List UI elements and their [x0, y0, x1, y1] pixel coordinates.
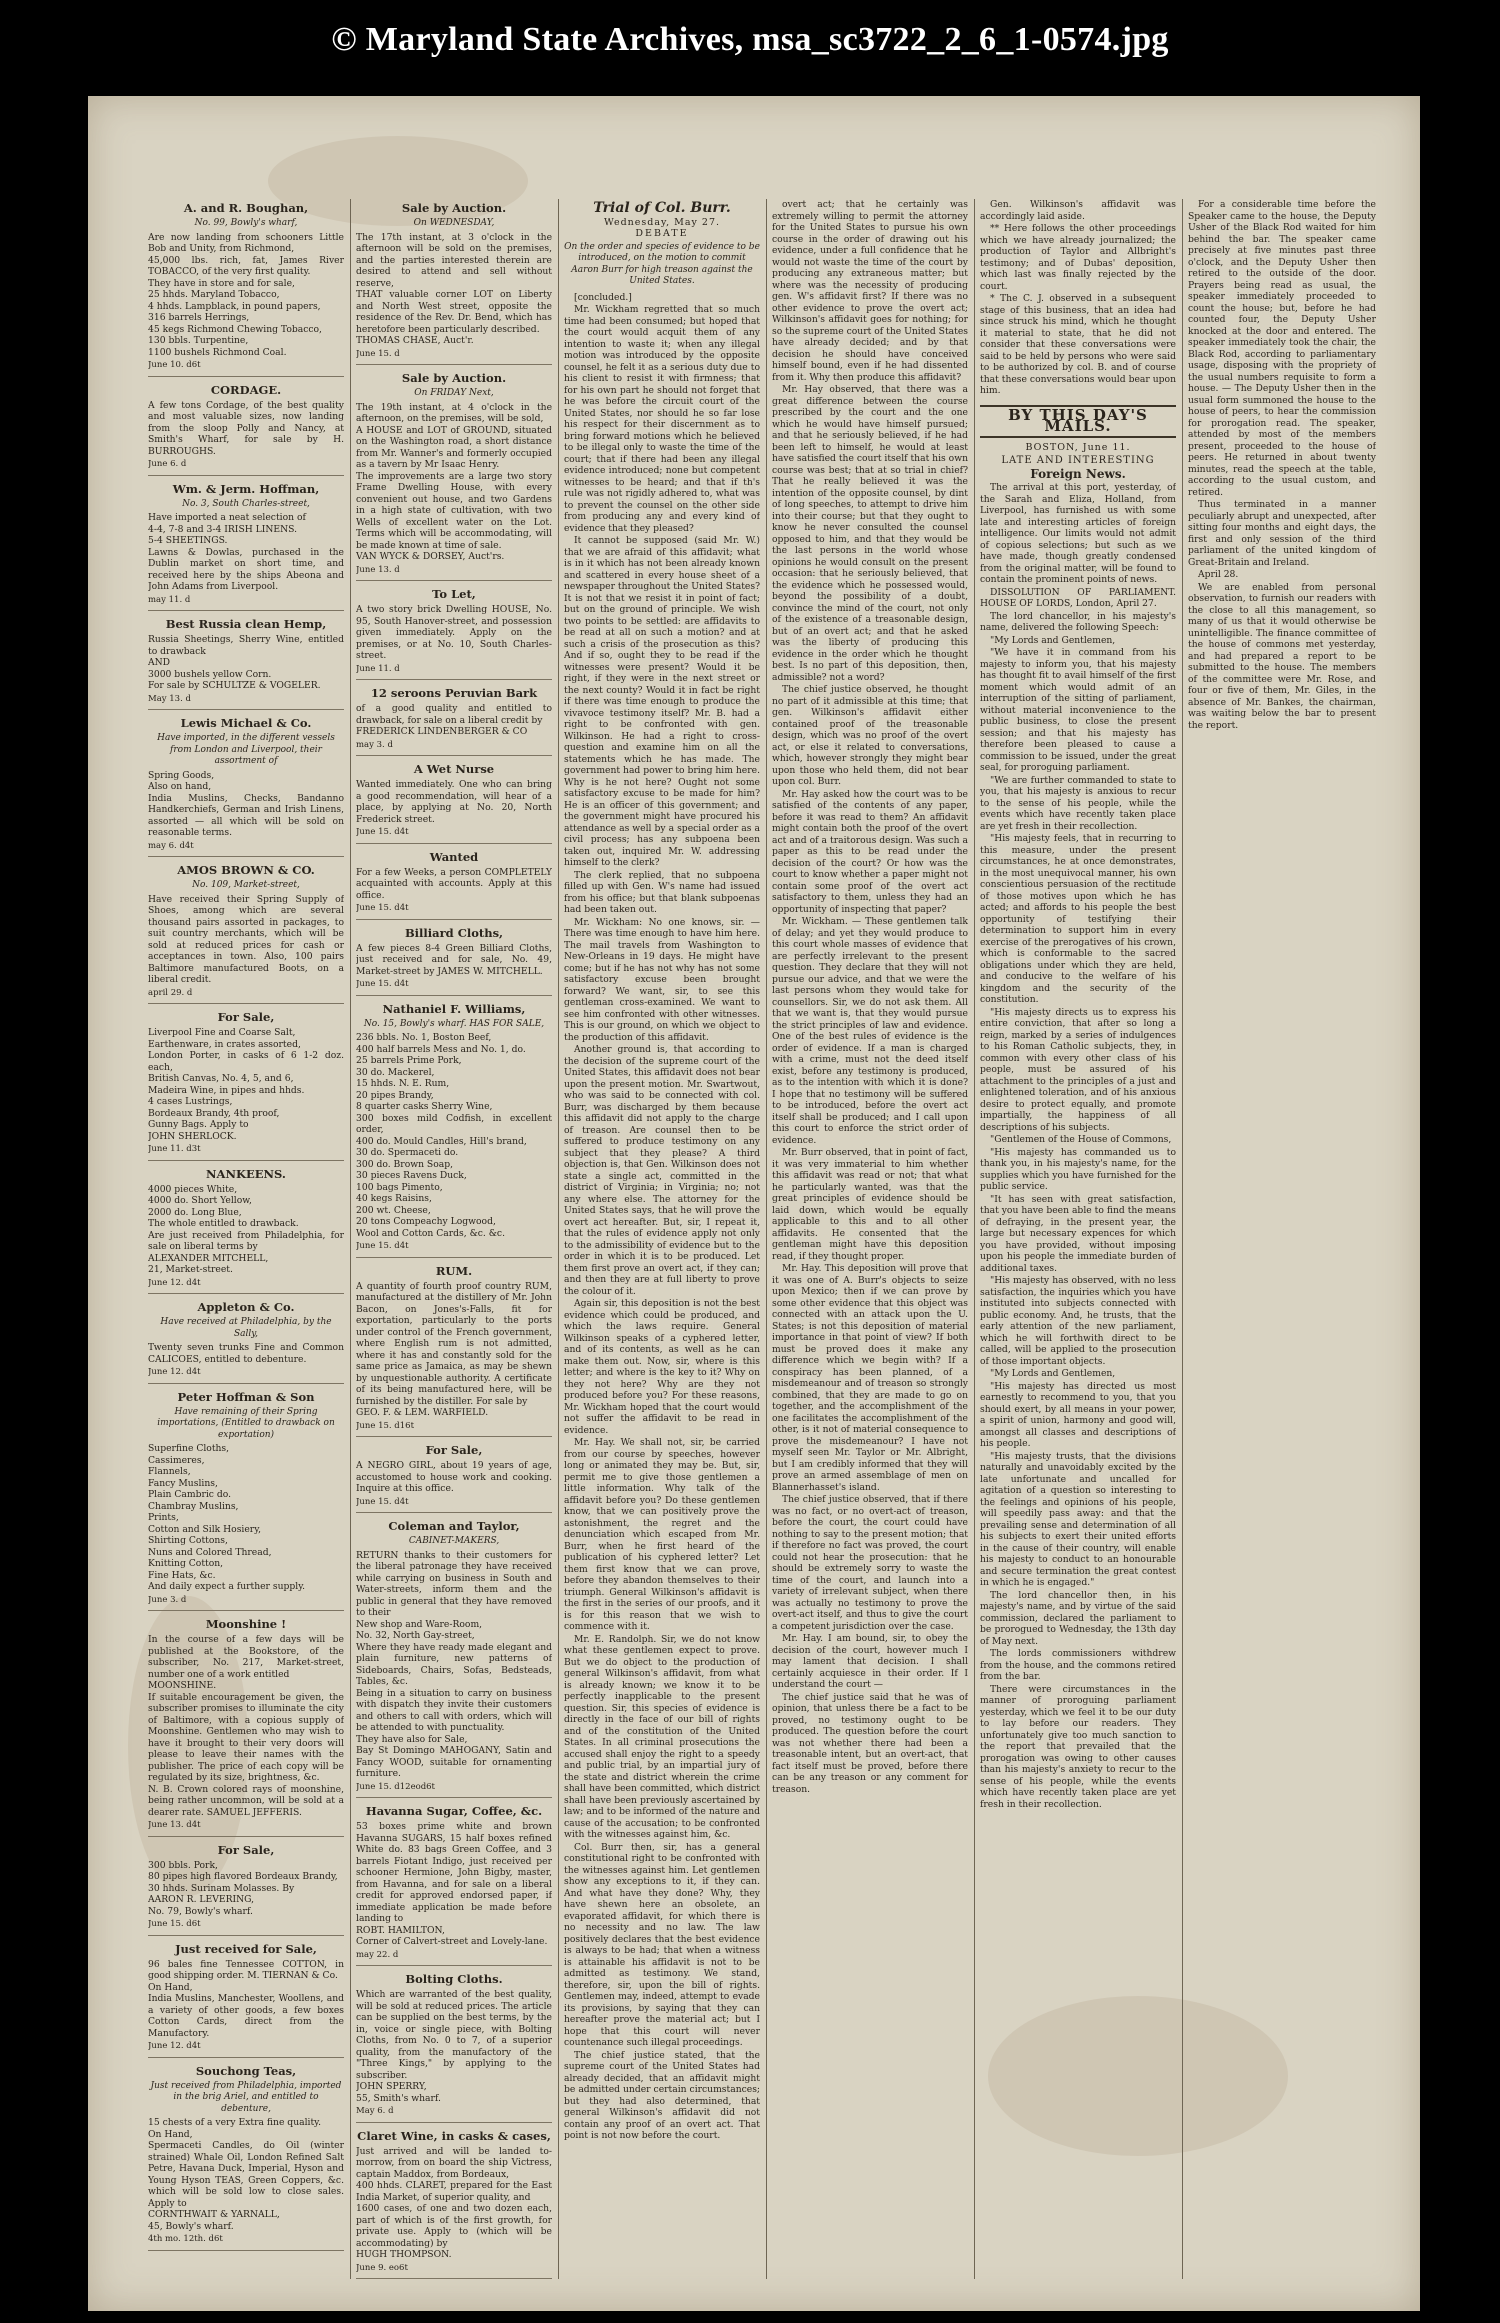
ad-body: A few tons Cordage, of the best quality and most valuable sizes, now landing from the sloop Polly and Nancy, at Smith's Wharf, for sale by H. BURROUGHS. [148, 399, 344, 457]
ad-body: Liverpool Fine and Coarse Salt, Earthenware, in crates assorted, London Porter, in casks of 6 1-2 doz. each, British Canvas, No. 4, 5, and 6, Madeira Wine, in pipes and hhds. 4 cases Lustrings, Bordeaux Brandy, 4th proof, Gunny Bags. Apply to JOHN SHERLOCK. [148, 1027, 344, 1142]
article-description: On the order and species of evidence to be introduced, on the motion to commit Aaron Burr for high treason against the United States. [564, 241, 760, 286]
advertisement [148, 1942, 344, 2058]
paragraph: The lords commissioners withdrew from the house, and the commons retired from the bar. [980, 1648, 1176, 1682]
paragraph: overt act; that he certainly was extremely willing to permit the attorney for the United States to pursue his own course in the order of drawing out his evidence, under a full confidence that he would not waste the time of the court by producing any extraneous matter; but where was the necessity of producing gen. W's affidavit first? If there was no other evidence to prove the overt act; Wilkinson's affidavit goes for nothing; for so the supreme court of the United States have already decided; and by that decision he should have conceived himself bound, even if he had dissented from it. Why then produce this affidavit? [772, 199, 968, 383]
news-headline: Foreign News. [1030, 466, 1126, 481]
paragraph: The lord chancellor then, in his majesty's name, and by virtue of the said commission, declared the parliament to be prorogued to Wednesday, the 13th day of May next. [980, 1589, 1176, 1647]
paragraph: Thus terminated in a manner peculiarly abrupt and unexpected, after sitting four months and eight days, the first and only session of the third parliament of the united kingdom of Great-Britain and Ireland. [1188, 499, 1376, 568]
ad-body: In the course of a few days will be published at the Bookstore, of the subscriber, No. 217, Market-street, number one of a work entitled MOONSHINE. If suitable encouragement be given, the subscriber promises to illuminate the city of Baltimore, with a copious supply of Moonshine. Gentlemen who may wish to have it brought to their very doors will please to leave their names with the publisher. The price of each copy will be regulated by its size, brightness, &c. N. B. Crown colored rays of moonshine, being rather uncommon, will be sold at a dearer rate. SAMUEL JEFFERIS. [148, 1634, 344, 1818]
ad-heading: A. and R. Boughan, [183, 201, 309, 215]
ad-body: The 17th instant, at 3 o'clock in the afternoon will be sold on the premises, and the parties interested therein are desired to attend and sell without reserve, THAT valuable corner LOT on Liberty and North West street, opposite the residence of the Rev. Dr. Bend, which has heretofore been particularly described. THOMAS CHASE, Auct'r. [356, 231, 552, 346]
ad-date: may 11. d [148, 594, 191, 605]
ad-heading: Lewis Michael & Co. [180, 716, 312, 730]
news-body [980, 482, 1176, 1810]
ad-body: Spring Goods, Also on hand, India Muslins, Checks, Bandanno Handkerchiefs, German and Irish Linens, assorted — all which will be sold on reasonable terms. [148, 769, 344, 838]
ad-date: June 15. d [356, 348, 400, 359]
advertisement [356, 1972, 552, 2123]
ad-heading: Claret Wine, in casks & cases, [357, 2128, 551, 2143]
footnotes [980, 199, 1176, 397]
advertisement [148, 201, 344, 377]
ad-body: Are now landing from schooners Little Bob and Unity, from Richmond, 45,000 lbs. rich, fat, James River TOBACCO, of the very first quality. They have in store and for sale, 25 hhds. Maryland Tobacco, 4 hhds. Lampblack, in pound papers, 316 barrels Herrings, 45 kegs Richmond Chewing Tobacco, 130 bbls. Turpentine, 1100 bushels Richmond Coal. [148, 231, 344, 358]
column-news-continued [1188, 199, 1376, 2279]
advertisement [148, 1300, 344, 1384]
ad-date: May 6. d [356, 2106, 394, 2116]
ad-date: June 9. eo6t [356, 2262, 408, 2273]
advertisement [148, 1617, 344, 1837]
paragraph: For a considerable time before the Speaker came to the house, the Deputy Usher of the Black Rod waited for him behind the bar. The speaker came precisely at five minutes past three o'clock, and the Deputy Usher then retired to the outside of the door. Prayers being read as usual, the speaker immediately proceeded to count the house; but, before he had counted four, the Deputy Usher knocked at the door and entered. The speaker immediately took the chair, the Black Rod, according to parliamentary usage, disposing with the propriety of the usual numbers requisite to form a house. — The Deputy Usher then in the usual form summoned the house to the house of peers, to hear the commission for prorogation read. The speaker, attended by most of the members present, proceeded to the house of peers. He returned in about twenty minutes, read the speech at the table, according to the usual custom, and retired. [1188, 199, 1376, 498]
ad-heading: For Sale, [425, 1443, 483, 1457]
ad-heading: Bolting Cloths. [405, 1972, 503, 1986]
advertisement [356, 1002, 552, 1258]
paragraph: The chief justice observed, he thought no part of it admissible at this time; that gen. Wilkinson's affidavit either contained proof of the treasonable design, which was no proof of the overt act, or else it related to conversations, which, however strongly they might bear upon those who held them, did not bear upon col. Burr. [772, 684, 968, 787]
ad-date: april 29. d [148, 987, 193, 998]
column-rule [974, 199, 975, 2279]
ad-body: 236 bbls. No. 1, Boston Beef, 400 half barrels Mess and No. 1, do. 25 barrels Prime Pork, 30 do. Mackerel, 15 hhds. N. E. Rum, 20 pipes Brandy, 8 quarter casks Sherry Wine, 300 boxes mild Codfish, in excellent order, 400 do. Mould Candles, Hill's brand, 30 do. Spermaceti do. 300 do. Brown Soap, 30 pieces Ravens Duck, 100 bags Pimento, 40 kegs Raisins, 200 wt. Cheese, 20 tons Compeachy Logwood, Wool and Cotton Cards, &c. &c. [356, 1032, 552, 1239]
section-masthead: BY THIS DAY'S MAILS. [980, 405, 1176, 438]
paragraph: "His majesty has observed, with no less satisfaction, the inquiries which you have instituted into subjects connected with public economy. And, he trusts, that the early attention of the new parliament, which he will forthwith direct to be called, will be applied to the prosecution of those important objects. [980, 1275, 1176, 1367]
dateline: BOSTON, June 11. [1025, 441, 1131, 453]
paragraph: There were circumstances in the manner of proroguing parliament yesterday, which we feel it to be our duty to lay before our readers. They unfortunately give too much sanction to the report that prevailed that the prorogation was owing to other causes than his majesty's anxiety to recur to the sense of his people, while the events which have recently taken place are yet fresh in their recollection. [980, 1683, 1176, 1810]
ad-heading: 12 seroons Peruvian Bark [370, 686, 538, 700]
ad-body: For a few Weeks, a person COMPLETELY acquainted with accounts. Apply at this office. [356, 866, 552, 901]
paragraph: "His majesty has commanded us to thank you, in his majesty's name, for the supplies which you have furnished for the public service. [980, 1146, 1176, 1192]
advertisement [148, 1167, 344, 1295]
ad-heading: CORDAGE. [210, 382, 282, 397]
ad-heading: Souchong Teas, [195, 2063, 297, 2078]
column-rule [766, 199, 767, 2279]
advertisement [148, 1843, 344, 1936]
advertisement [356, 926, 552, 996]
paragraph: * The C. J. observed in a subsequent stage of this business, that an idea had since struck his mind, which he thought it material to state, that he did not consider that these conversations were said to be held by persons who were said to be authorized by col. B. and of course that these conversations would bear upon him. [980, 293, 1176, 396]
ad-body: Just arrived and will be landed to-morrow, from on board the ship Victress, captain Maddox, from Bordeaux, 400 hhds. CLARET, prepared for the East India Market, of superior quality, and 1600 cases, of one and two dozen each, part of which is of the first growth, for private use. Apply to (which will be accommodating) by HUGH THOMPSON. [356, 2145, 552, 2260]
ad-heading: AMOS BROWN & CO. [177, 863, 315, 877]
column-trial-of-burr [564, 199, 760, 2279]
ad-date: June 12. d4t [148, 1277, 201, 1288]
paragraph: The lord chancellor, in his majesty's name, delivered the following Speech: [980, 610, 1176, 633]
ad-date: June 15. d4t [356, 979, 409, 989]
ad-body: A NEGRO GIRL, about 19 years of age, accustomed to house work and cooking. Inquire at this office. [356, 1460, 552, 1494]
ad-subheading: Have remaining of their Spring importations, (Entitled to drawback on exportation) [157, 1406, 335, 1440]
column-rule [350, 199, 351, 2279]
ad-body: 53 boxes prime white and brown Havanna SUGARS, 15 half boxes refined White do. 83 bags Green Coffee, and 3 barrels Fiotant Indigo, just received per schooner Hermione, John Bigby, master, from Havanna, and for sale on a liberal credit for approved endorsed paper, if immediate application be made before landing to ROBT. HAMILTON, Corner of Calvert-street and Lovely-lane. [356, 1821, 552, 1947]
column-mails-and-news [980, 199, 1176, 2279]
ad-subheading: No. 99, Bowly's wharf, [194, 218, 298, 228]
paragraph: Mr. Wickham regretted that so much time had been consumed; but hoped that the court would acquit them of any intention to waste it; when any illegal motion was introduced by the opposite counsel, he felt it as a serious duty due to his client to resist it with firmness; that for his own part he should not forget that he was before the circuit court of the United States, nor should he so far lose his respect for their discernment as to bring forward motions which he believed to be illegal only to waste the time of the court; that if there had been any illegal evidence introduced; none but competent witnesses to be heard; and that if th's rule was not rigidly adhered to, what was to prevent the counsel on the other side from producing any and every kind of evidence that they pleased? [564, 304, 760, 534]
ad-subheading: Just received from Philadelphia, imported in the brig Ariel, and entitled to debenture, [150, 2080, 342, 2114]
advertisement [148, 1390, 344, 1612]
advertisement [148, 383, 344, 476]
ad-date: June 10. d6t [148, 360, 201, 370]
paragraph: Another ground is, that according to the decision of the supreme court of the United States, this affidavit does not bear upon the present motion. Mr. Swartwout, who was said to be connected with col. Burr, was discharged by them because this affidavit did not apply to the charge of treason. Are counsel then to be suffered to produce testimony on any subject that they please? A third objection is, that Gen. Wilkinson does not state a single act, committed in the district of Virginia; in Virginia; no; not any where else. The attorney for the United States says, that he will prove the overt act hereafter. But, sir, I repeat it, that the rules of evidence apply not only to the admissibility of evidence but to the order in which it is to be produced. Let them first prove an overt act, if they can; and then they are at full liberty to prove the colour of it. [564, 1044, 760, 1297]
ad-date: June 11. d3t [148, 1144, 201, 1154]
column-advertisements-1 [148, 199, 344, 2279]
paragraph: April 28. [1198, 569, 1239, 580]
paragraph: Mr. Hay. We shall not, sir, be carried from our course by speeches, however long or animated they may be. But, sir, permit me to give those gentlemen a little information. Why talk of the affidavit before you? Do these gentlemen know, that we can positively prove the astonishment, the regret and the denunciation which escaped from Mr. Burr, when he first heard of the publication of his cyphered letter? Let them first know that we can prove, before they abandon themselves to their triumph. General Wilkinson's affidavit is the first in the series of our proofs, and it is for this reason that we wish to commence with it. [564, 1437, 760, 1632]
paragraph: "His majesty directs us to express his entire conviction, that after so long a reign, marked by a series of indulgences to his Roman Catholic subjects, they, in common with every other class of his people, must be assured of his attachment to the principles of a just and enlightened toleration, and of his anxious desire to protect equally, and promote impartially, the happiness of all descriptions of his subjects. [980, 1006, 1176, 1133]
ad-subheading: On FRIDAY Next, [414, 388, 494, 398]
ad-body: 96 bales fine Tennessee COTTON, in good shipping order. M. TIERNAN & Co. On Hand, India Muslins, Manchester, Woollens, and a variety of other goods, a few boxes Cotton Cards, direct from the Manufactory. [148, 1958, 344, 2039]
ad-body: Have received their Spring Supply of Shoes, among which are several thousand pairs assorted in packages, to suit country merchants, which will be sold at reduced prices for cash or acceptances in town. Also, 100 pairs Baltimore manufactured Boots, on a liberal credit. [148, 893, 344, 985]
advertisement [356, 587, 552, 680]
ad-body: of a good quality and entitled to drawback, for sale on a liberal credit by FREDERICK LINDENBERGER & CO [356, 703, 552, 737]
ad-heading: NANKEENS. [206, 1166, 286, 1181]
paragraph: "His majesty trusts, that the divisions naturally and unavoidably excited by the late unfortunate and uncalled for agitation of a question so interesting to the feelings and opinions of his people, will speedily pass away: and that the prevailing sense and determination of all his subjects to exert their united efforts in the cause of their country, will enable his majesty to conduct to an honourable and secure termination the great contest in which he is engaged." [980, 1450, 1176, 1588]
paragraph: Gen. Wilkinson's affidavit was accordingly laid aside. [980, 199, 1176, 222]
ad-date: June 15. d16t [356, 1420, 414, 1431]
paragraph: We are enabled from personal observation, to furnish our readers with the close to all this management, so many of us that it would otherwise be unintelligible. The finance committee of the house of commons met yesterday, and had prepared a report to be submitted to the house. The members of the committee were Mr. Rose, and four or five of them, Mr. Giles, in the absence of Mr. Bankes, the chairman, was waiting below the bar to present the report. [1188, 581, 1376, 731]
advertisement [148, 1010, 344, 1161]
ad-heading: Wm. & Jerm. Hoffman, [172, 481, 320, 496]
column-rule [1182, 199, 1183, 2279]
ad-date: June 15. d4t [356, 1241, 409, 1251]
ad-body: Twenty seven trunks Fine and Common CALICOES, entitled to debenture. [148, 1342, 344, 1365]
ad-body: A quantity of fourth proof country RUM, manufactured at the distillery of Mr. John Bacon, on Jones's-Falls, fit for exportation, particularly to the ports under control of the French government, where English rum is not admitted, where it has and constantly sold for the same price as Jamaica, as may be shewn by unquestionable authority. A certificate of its being manufactured here, will be furnished by the distiller. For sale by GEO. F. & LEM. WARFIELD. [356, 1280, 552, 1418]
paragraph: Mr. Burr observed, that in point of fact, it was very immaterial to him whether this affidavit was read or not; that what he particularly wanted, was that the great principles of evidence should be laid down, which would be equally applicable to this and to all other affidavits. He consented that the gentleman might have this deposition read, if they thought proper. [772, 1147, 968, 1262]
paragraph: "My Lords and Gentlemen, [990, 634, 1116, 646]
advertisement [356, 2129, 552, 2280]
advertisement [356, 1443, 552, 1513]
ad-heading: Coleman and Taylor, [388, 1519, 520, 1533]
paragraph: "We have it in command from his majesty to inform you, that his majesty has thought fit to avail himself of the first moment which would admit of an interruption of the sitting of parliament, without material inconvenience to the public business, to close the present session; and that his majesty has therefore been pleased to cause a commission to be issued, under the great seal, for proroguing parliament. [980, 647, 1176, 773]
ad-date: June 12. d4t [148, 1367, 201, 1377]
ad-date: 4th mo. 12th. d6t [148, 2234, 223, 2244]
ad-date: June 15. d4t [356, 903, 409, 913]
ad-date: June 11. d [356, 663, 400, 674]
paragraph: DISSOLUTION OF PARLIAMENT. HOUSE OF LORDS, London, April 27. [980, 586, 1176, 609]
paragraph: It cannot be supposed (said Mr. W.) that we are afraid of this affidavit; what is in it which has not been already known and scattered in every house sheet of a newspaper throughout the United States? It is not that we resist it in point of fact; but on the ground of principle. We wish two points to be settled: are affidavits to be read at all on such a motion? and at such a crisis of the prosecution as this? And if so, ought they to be read if the witnesses were present? Would it be right, if they were in the next street or the next county? Would it in fact be right if there was time enough to produce the vivavoce testimony itself? Mr. B. had a right to be confronted with gen. Wilkinson. He had a right to cross-question and examine him on all the statements which he has made. The government had power to bring him here. Why is he not here? Ought not some satisfactory excuse to be made for him? He is an officer of this government; and the government might have procured his attendance as well by a special order as a civil process; has any subpoena been taken out, inquired Mr. W. addressing himself to the clerk? [564, 535, 760, 868]
ad-date: may 3. d [356, 739, 393, 750]
advertisement [356, 371, 552, 581]
article-body [564, 292, 760, 2142]
ad-subheading: No. 109, Market-street, [192, 880, 300, 890]
ad-date: June 13. d [356, 564, 400, 575]
ad-body: The 19th instant, at 4 o'clock in the afternoon, on the premises, will be sold, A HOUSE and LOT of GROUND, situated on the Washington road, a short distance from Mr. Wanner's and formerly occupied as a tavern by Mr Isaac Henry. The improvements are a large two story Frame Dwelling House, with every convenient out house, and two Gardens in a high state of cultivation, with two Wells of excellent water on the Lot. Terms which will be accommodating, will be made known at time of sale. VAN WYCK & DORSEY, Auct'rs. [356, 401, 552, 562]
ad-body: A two story brick Dwelling HOUSE, No. 95, South Hanover-street, and possession given immediately. Apply on the premises, or at No. 10, South Charles-street. [356, 604, 552, 661]
ad-date: June 13. d4t [148, 1820, 201, 1830]
ad-heading: To Let, [432, 587, 476, 601]
paragraph: [concluded.] [574, 291, 632, 303]
paragraph: The chief justice observed, that if there was no fact, or no overt-act of treason, before the court, the court could have nothing to say to the present motion; that if therefore no fact was proved, the court could not hear the prosecution: that he should be extremely sorry to waste the time of the court, and launch into a variety of irrelevant subject, when there was actually no testimony to prove the overt-act itself, and thus to give the court a competent jurisdiction over the case. [772, 1494, 968, 1632]
ad-subheading: Have received at Philadelphia, by the Sally, [160, 1317, 332, 1339]
ad-body: 15 chests of a very Extra fine quality. On Hand, Spermaceti Candles, do Oil (winter strained) Whale Oil, London Refined Salt Petre, Havana Duck, Imperial, Hyson and Young Hyson TEAS, Green Coppers, &c. which will be sold low to close sales. Apply to CORNTHWAIT & YARNALL, 45, Bowly's wharf. [148, 2117, 344, 2232]
paragraph: Mr. Wickham. — These gentlemen talk of delay; and yet they would produce to this court whole masses of evidence that are perfectly irrelevant to the present question. They declare that they will not pursue our advice, and that we were the last persons whom they would take for counsellors. Sir, we do not ask them. All that we want is, that they would pursue the strict principles of law and evidence. One of the best rules of evidence is the order of evidence. If a man is charged with a crime, must not the deed itself exist, before any testimony is produced, as to the intention with which it is done? I hope that no testimony will be suffered to be introduced, before the overt act itself shall be produced; and I call upon this court to enforce the strict order of evidence. [772, 916, 968, 1146]
advertisement [356, 850, 552, 920]
paragraph: "His majesty has directed us most earnestly to recommend to you, that you should exert, by all means in your power, a spirit of union, harmony and good will, amongst all classes and descriptions of his people. [980, 1380, 1176, 1449]
paragraph: Mr. Hay. I am bound, sir, to obey the decision of the court, however much I may lament that decision. I shall certainly acquiesce in their order. If I understand the court — [772, 1633, 968, 1690]
news-headline-kicker: LATE AND INTERESTING [1001, 455, 1155, 466]
paragraph: The clerk replied, that no subpoena filled up with Gen. W's name had issued from his office; but that blank subpoenas had been taken out. [564, 869, 760, 915]
ad-date: may 22. d [356, 1949, 399, 1960]
paragraph: The chief justice stated, that the supreme court of the United States had already decided, that an affidavit might be admitted under certain circumstances; but they had also determined, that general Wilkinson's affidavit did not contain any proof of an overt act. That point is not now before the court. [564, 2049, 760, 2141]
ad-date: June 15. d4t [356, 827, 409, 837]
advertisement [356, 1804, 552, 1966]
advertisement [356, 762, 552, 844]
advertisement [148, 863, 344, 1004]
advertisement [148, 482, 344, 612]
ad-date: June 12. d4t [148, 2041, 201, 2051]
advertisement [148, 617, 344, 710]
column-rule [558, 199, 559, 2279]
ad-heading: RUM. [435, 1263, 473, 1278]
ad-heading: Peter Hoffman & Son [177, 1389, 315, 1404]
ad-body: Russia Sheetings, Sherry Wine, entitled to drawback AND 3000 bushels yellow Corn. For sale by SCHULTZE & VOGELER. [148, 634, 344, 691]
paragraph: Mr. Hay observed, that there was a great difference between the course prescribed by the court and the one which he would have himself pursued; and that he seriously believed, if he had been left to himself, he would at least have satisfied the court itself that his own course was best; that at so trial in chief? That he really believed it was the intention of the opposite counsel, by dint of long speeches, to attempt to drive him into their course; but that they ought to know he never consulted the counsel opposed to him, and that they would be the last persons in the world whose opinions he would consult on the present occasion: that he seriously believed, that the evidence which he possessed would, beyond the possibility of a doubt, convince the mind of the court, not only of the existence of a treasonable design, but of an overt act; and that he asked was the liberty of producing this evidence in the order which he thought best. Is no part of this deposition, then, admissible? not a word? [772, 384, 968, 683]
advertisement [356, 1264, 552, 1438]
article-subtitle: DEBATE [635, 228, 689, 239]
ad-subheading: Have imported, in the different vessels from London and Liverpool, their assortment of [157, 733, 335, 766]
ad-heading: Wanted [429, 849, 479, 864]
ad-subheading: No. 15, Bowly's wharf. HAS FOR SALE, [363, 1018, 545, 1029]
ad-date: June 6. d [148, 459, 187, 469]
paragraph: Mr. Hay asked how the court was to be satisfied of the contents of any paper, before it was read to them? An affidavit might contain both the proof of the overt act and of a traitorous design. Was such a paper as this to be read under the decision of the court? Or how was the court to know whether a paper might not contain some proof of the overt act satisfactory to them, unless they had an opportunity of inspecting that paper? [772, 788, 968, 915]
advertisement [148, 2064, 344, 2251]
paragraph: Again sir, this deposition is not the best evidence which could be produced, and which the laws require. General Wilkinson speaks of a cyphered letter, and of its contents, as well as he can make them out. Now, sir, where is this letter; and where is the key to it? Why on they not here? Why are they not produced before you? For these reasons, Mr. Wickham hoped that the court would not suffer the affidavit to be read in evidence. [564, 1298, 760, 1436]
column-trial-continued [772, 199, 968, 2279]
advertisement [356, 201, 552, 365]
ad-heading: Best Russia clean Hemp, [165, 617, 327, 631]
ad-heading: For Sale, [217, 1010, 275, 1024]
article-date: Wednesday, May 27. [603, 216, 721, 228]
article-title: Trial of Col. Burr. [593, 200, 731, 216]
ad-heading: Sale by Auction. [401, 201, 507, 215]
paragraph: The arrival at this port, yesterday, of the Sarah and Eliza, Holland, from Liverpool, has furnished us with some late and interesting articles of foreign intelligence. Our limits would not admit of copious selections; but such as we have made, though greatly condensed from the original matter, will be found to contain the prominent points of news. [980, 482, 1176, 585]
ad-heading: Appleton & Co. [197, 1300, 295, 1314]
advertisement [148, 716, 344, 857]
archive-banner: © Maryland State Archives, msa_sc3722_2_6_1-0574.jpg [331, 21, 1169, 58]
ad-subheading: On WEDNESDAY, [413, 218, 495, 228]
paragraph: Col. Burr then, sir, has a general constitutional right to be confronted with the witnesses against him. Let gentlemen show any exceptions to it, if they can. And what have they done? Why, they have shewn here an obsolete, an evaporated affidavit, for which there is no necessity and no law. The law positively declares that the best evidence is always to be had; that when a witness is attainable his affidavit is not to be admitted as testimony. We stand, therefore, sir, upon the bill of rights. Gentlemen may, indeed, attempt to evade its provisions, by saying that they can hereafter prove the material act; but I hope that this court will never countenance such illegal proceedings. [564, 1841, 760, 2048]
ad-heading: Havanna Sugar, Coffee, &c. [365, 1804, 543, 1818]
ad-body: Have imported a neat selection of 4-4, 7-8 and 3-4 IRISH LINENS. 5-4 SHEETINGS. Lawns & Dowlas, purchased in the Dublin market on short time, and received here by the ships Abeona and John Adams from Liverpool. [148, 512, 344, 592]
advertisement [356, 686, 552, 756]
ad-date: May 13. d [148, 693, 191, 704]
ad-date: June 15. d12eod6t [356, 1781, 435, 1792]
ad-body: Wanted immediately. One who can bring a good recommendation, will hear of a place, by applying at No. 20, North Frederick street. [356, 779, 552, 825]
ad-body: 4000 pieces White, 4000 do. Short Yellow, 2000 do. Long Blue, The whole entitled to drawback. Are just received from Philadelphia, for sale on liberal terms by ALEXANDER MITCHELL, 21, Market-street. [148, 1183, 344, 1275]
ad-body: A few pieces 8-4 Green Billiard Cloths, just received and for sale, No. 49, Market-street by JAMES W. MITCHELL. [356, 942, 552, 977]
paragraph: "His majesty feels, that in recurring to this measure, under the present circumstances, he at once demonstrates, in the most unequivocal manner, his own conscientious persuasion of the rectitude of those motives upon which he has acted; and affords to his people the best opportunity of testifying their determination to support him in every exercise of the prerogatives of his crown, which is conformable to the sacred obligations under which they are held, and conducive to the welfare of his kingdom and the security of the constitution. [980, 833, 1176, 1005]
ad-date: June 3. d [148, 1594, 187, 1605]
ad-body: RETURN thanks to their customers for the liberal patronage they have received while carrying on business in South and Water-streets, inform them and the public in general that they have removed to their New shop and Ware-Room, No. 32, North Gay-street, Where they have ready made elegant and plain furniture, new patterns of Sideboards, Chairs, Sofas, Bedsteads, Tables, &c. Being in a situation to carry on business with dispatch they invite their customers and others to call with orders, which will be attended to with punctuality. They have also for Sale, Bay St Domingo MAHOGANY, Satin and Fancy WOOD, suitable for ornamenting furniture. [356, 1549, 552, 1779]
paragraph: "We are further commanded to state to you, that his majesty is anxious to recur to the sense of his people, while the events which have recently taken place are yet fresh in their recollection. [980, 774, 1176, 832]
paragraph: Mr. Wickham: No one knows, sir. — There was time enough to have him here. The mail travels from Washington to New-Orleans in 19 days. He might have come; but if he has not why has not some satisfactory excuse been brought forward? We want, sir, to see this gentleman cross-examined. We want to see him confronted with other witnesses. This is our ground, on which we object to the production of this affidavit. [564, 916, 760, 1043]
paragraph: "It has seen with great satisfaction, that you have been able to find the means of defraying, in the present year, the large but necessary expences for which you have provided, without imposing upon his people the immediate burden of additional taxes. [980, 1193, 1176, 1274]
ad-subheading: CABINET-MAKERS, [408, 1536, 500, 1546]
ad-heading: Billiard Cloths, [404, 925, 504, 940]
ad-heading: A Wet Nurse [413, 762, 495, 776]
ad-heading: Just received for Sale, [175, 1941, 317, 1956]
ad-body: Which are warranted of the best quality, will be sold at reduced prices. The article can be supplied on the best terms, by the in, voice or single piece, with Bolting Cloths, from No. 0 to 7, of a superior quality, from the manufactory of the "Three Kings," by applying to the subscriber. JOHN SPERRY, 55, Smith's wharf. [356, 1989, 552, 2104]
column-advertisements-2 [356, 199, 552, 2279]
ad-date: June 15. d6t [148, 1919, 201, 1929]
ad-heading: Moonshine ! [205, 1617, 287, 1631]
ad-heading: Nathaniel F. Williams, [382, 1001, 526, 1016]
paragraph: ** Here follows the other proceedings which we have already journalized; the production of Taylor and Allbright's testimony; and of Dubas' deposition, which last was finally rejected by the court. [980, 223, 1176, 292]
ad-body: 300 bbls. Pork, 80 pipes high flavored Bordeaux Brandy, 30 hhds. Surinam Molasses. By AARON R. LEVERING, No. 79, Bowly's wharf. [148, 1859, 338, 1917]
ad-heading: For Sale, [217, 1842, 275, 1857]
paragraph: "Gentlemen of the House of Commons, [990, 1134, 1172, 1145]
ad-date: may 6. d4t [148, 840, 194, 851]
paragraph: The chief justice said that he was of opinion, that unless there be a fact to be proved, no testimony ought to be produced. The question before the court was not whether there had been a treasonable intent, but an overt-act, that fact itself must be proved, before there can be any treason or any comment for treason. [772, 1691, 968, 1795]
newspaper-page [88, 96, 1420, 2311]
paragraph: "My Lords and Gentlemen, [990, 1368, 1116, 1379]
paragraph: Mr. E. Randolph. Sir, we do not know what these gentlemen expect to prove. But we do object to the production of general Wilkinson's affidavit, from what is already known; we know it to be perfectly inapplicable to the present question. Sir, this species of evidence is directly in the face of our bill of rights and of the constitution of the United States. In all criminal prosecutions the accused shall enjoy the right to a speedy and public trial, by an impartial jury of the state and district wherein the crime shall have been committed, which district shall have been previously ascertained by law; and to be informed of the nature and cause of the accusation; to be confronted with the witnesses against him, &c. [564, 1633, 760, 1840]
ad-subheading: No. 3, South Charles-street, [182, 498, 310, 509]
newspaper-columns [148, 199, 1376, 2279]
advertisement [356, 1519, 552, 1798]
ad-date: June 15. d4t [356, 1496, 409, 1507]
paragraph: Mr. Hay. This deposition will prove that it was one of A. Burr's objects to seize upon Mexico; then if we can prove by some other evidence that this object was connected with an attack upon the U. States; is not this deposition of material importance in that point of view? If both must be proved does it make any difference which we begin with? If a conspiracy has been planned, of a misdemeanour and of treason so strongly combined, that they are made to go on together, and the accomplishment of the one facilitates the accomplishment of the other, is it not of material consequence to prove the misdemeanour? I have not myself seen Mr. Taylor or Mr. Albright, but I am credibly informed that they will prove an armed assemblage of men on Blannerhasset's island. [772, 1263, 968, 1493]
ad-body: Superfine Cloths, Cassimeres, Flannels, Fancy Muslins, Plain Cambric do. Chambray Muslins, Prints, Cotton and Silk Hosiery, Shirting Cottons, Nuns and Colored Thread, Knitting Cotton, Fine Hats, &c. And daily expect a further supply. [148, 1443, 306, 1592]
ad-heading: Sale by Auction. [401, 371, 507, 385]
